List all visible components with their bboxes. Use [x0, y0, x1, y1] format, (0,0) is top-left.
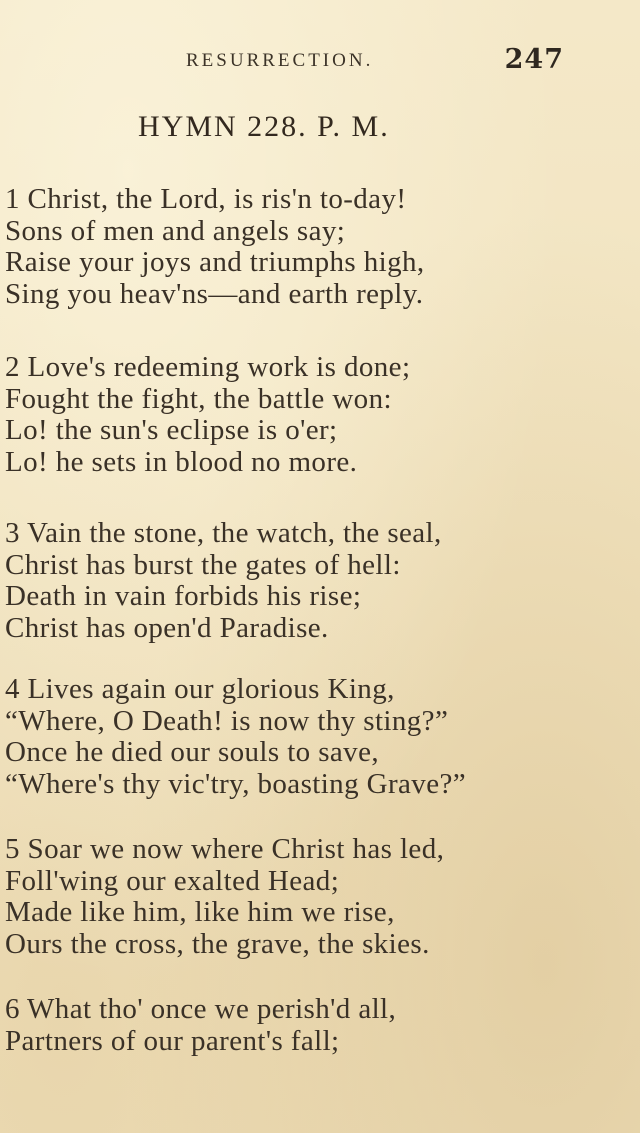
stanza-line: 6 What tho' once we perish'd all, — [5, 993, 397, 1025]
stanza-line: “Where, O Death! is now thy sting?” — [5, 704, 449, 737]
stanza-line: 1 Christ, the Lord, is ris'n to-day! — [5, 183, 407, 215]
stanza-4 — [5, 674, 630, 800]
stanza-line: Lo! he sets in blood no more. — [5, 445, 358, 478]
page-number: 247 — [504, 44, 564, 75]
stanza-line: Ours the cross, the grave, the skies. — [5, 927, 430, 960]
running-head: RESURRECTION. — [186, 50, 374, 71]
stanza-5 — [5, 834, 630, 960]
stanza-line: 4 Lives again our glorious King, — [5, 673, 395, 705]
stanza-line: Fought the fight, the battle won: — [5, 382, 392, 415]
stanza-line: Once he died our souls to save, — [5, 736, 380, 768]
stanza-line: Sons of men and angels say; — [5, 214, 346, 247]
stanza-line: Death in vain forbids his rise; — [5, 580, 362, 612]
stanza-line: “Where's thy vic'try, boasting Grave?” — [5, 767, 467, 800]
stanza-1 — [5, 184, 630, 310]
stanza-line: 5 Soar we now where Christ has led, — [5, 833, 445, 865]
stanza-line: 2 Love's redeeming work is done; — [5, 351, 411, 383]
stanza-3 — [5, 518, 630, 644]
stanza-line: Foll'wing our exalted Head; — [5, 864, 340, 897]
stanza-line: Christ has burst the gates of hell: — [5, 548, 401, 581]
stanza-6 — [5, 994, 630, 1057]
stanza-line: Made like him, like him we rise, — [5, 896, 395, 928]
stanza-line: Partners of our parent's fall; — [5, 1024, 340, 1057]
stanza-line: Christ has open'd Paradise. — [5, 611, 329, 644]
stanza-line: Lo! the sun's eclipse is o'er; — [5, 414, 338, 446]
stanza-2 — [5, 352, 630, 478]
stanza-line: Sing you heav'ns—and earth reply. — [5, 277, 424, 310]
stanza-line: Raise your joys and triumphs high, — [5, 246, 425, 278]
hymn-title: HYMN 228. P. M. — [138, 110, 390, 143]
stanza-line: 3 Vain the stone, the watch, the seal, — [5, 517, 442, 549]
